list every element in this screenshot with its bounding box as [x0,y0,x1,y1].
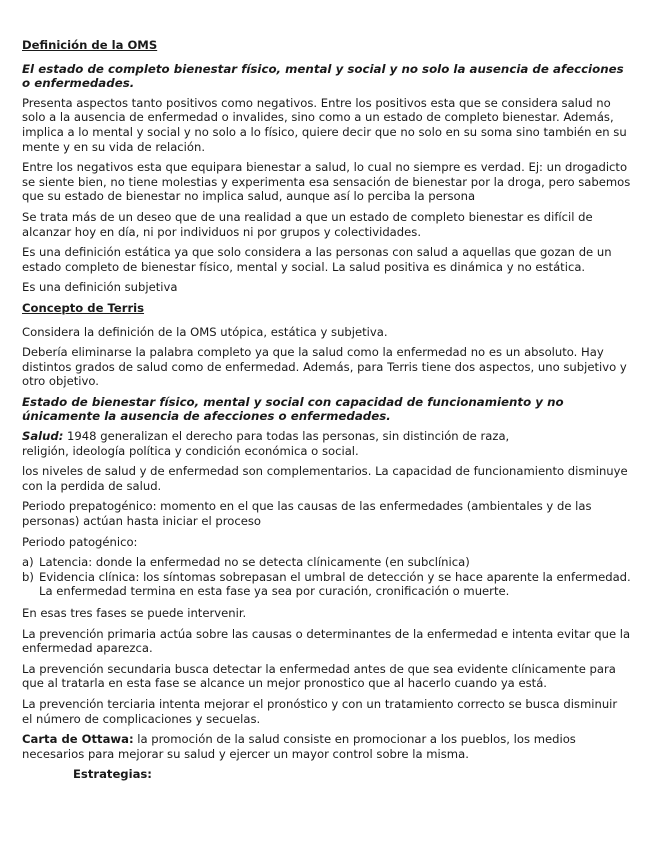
paragraph-subjective-definition: Es una definición subjetiva [22,280,178,295]
paragraph-pathogenic-period: Periodo patogénico: [22,534,138,549]
paragraph-secondary-prevention: La prevención secundaria busca detectar la enfermedad antes de que sea evidente clínicamente para que al tratarla en esta fase se alcance un mejor pronostico que al hacerlo cuando ya está. [22,661,616,691]
heading-terris-concept: Concepto de Terris [22,300,145,315]
salud-line-1: 1948 generalizan el derecho para todas las personas, sin distinción de raza, [63,429,510,444]
paragraph-positive-aspects: Presenta aspectos tanto positivos como negativos. Entre los positivos esta que se considera salud no solo a la ausencia de enfermedad o invalides, sino como a un estado de completo bienestar. Además, implica a lo mental y social y no solo a lo físico, quiere decir que no solo en su soma sino también en su mente y en su vida de relación. [22,95,627,154]
list-item [22,555,631,570]
salud-label: Salud: [22,429,64,444]
paragraph-complementary-levels: los niveles de salud y de enfermedad son complementarios. La capacidad de funcionamiento disminuye con la perdida de salud. [22,464,628,493]
heading-oms-definition: Definición de la OMS [22,38,158,52]
list-item-text: Latencia: donde la enfermedad no se detecta clínicamente (en subclínica) [39,555,470,570]
strategies-heading: Estrategias: [73,767,152,782]
list-marker: a) [22,555,34,570]
paragraph-terris-considers: Considera la definición de la OMS utópica, estática y subjetiva. [22,324,388,339]
ottawa-label: Carta de Ottawa: [22,732,134,747]
terris-definition-quote: Estado de bienestar físico, mental y social con capacidad de funcionamiento y no únicamente la ausencia de afecciones o enfermedades. [22,394,564,424]
ottawa-text: la promoción de la salud consiste en promocionar a los pueblos, los medios necesarios para mejorar su salud y ejercer un mayor control sobre la misma. [22,732,576,761]
list-marker: b) [22,569,34,584]
paragraph-prepathogenic-period: Periodo prepatogénico: momento en el que las causas de las enfermedades (ambientales y de las personas) actúan hasta iniciar el proceso [22,499,592,529]
list-item [22,570,631,599]
paragraph-tertiary-prevention: La prevención terciaria intenta mejorar el pronóstico y con un tratamiento correcto se busca disminuir el número de complicaciones y secuelas. [22,696,618,726]
list-item-text: Evidencia clínica: los síntomas sobrepasan el umbral de detección y se hace aparente la enfermedad. La enfermedad termina en esta fase ya sea por curación, cronificación o muerte. [39,569,631,599]
paragraph-static-definition: Es una definición estática ya que solo considera a las personas con salud a aquellas que gozan de un estado completo de bienestar físico, mental y social. La salud positiva es dinámica y no estática. [22,245,612,274]
paragraph-three-phases: En esas tres fases se puede intervenir. [22,606,247,620]
paragraph-terris-remove-complete: Debería eliminarse la palabra completo ya que la salud como la enfermedad no es un absoluto. Hay distintos grados de salud como de enfermedad. Además, para Terris tiene dos aspectos, uno subjetivo y otro objetivo. [22,345,627,389]
salud-line-2: religión, ideología política y condición económica o social. [22,443,359,458]
paragraph-primary-prevention: La prevención primaria actúa sobre las causas o determinantes de la enfermedad e intenta evitar que la enfermedad aparezca. [22,626,631,656]
paragraph-salud [22,429,631,458]
paragraph-negative-aspects: Entre los negativos esta que equipara bienestar a salud, lo cual no siempre es verdad. Ej: un drogadicto se siente bien, no tiene molestias y experimenta esa sensación de bienestar por la droga, pero sabemos que su estado de bienestar no implica salud, aunque así lo perciba la persona [22,160,631,204]
paragraph-ottawa-charter [22,732,631,761]
pathogenic-phases-list [22,555,631,599]
oms-definition-quote: El estado de completo bienestar físico, mental y social y no solo la ausencia de afecciones o enfermedades. [22,61,624,91]
paragraph-wish-not-reality: Se trata más de un deseo que de una realidad a que un estado de completo bienestar es difícil de alcanzar hoy en día, ni por individuos ni por grupos y colectividades. [22,209,593,239]
